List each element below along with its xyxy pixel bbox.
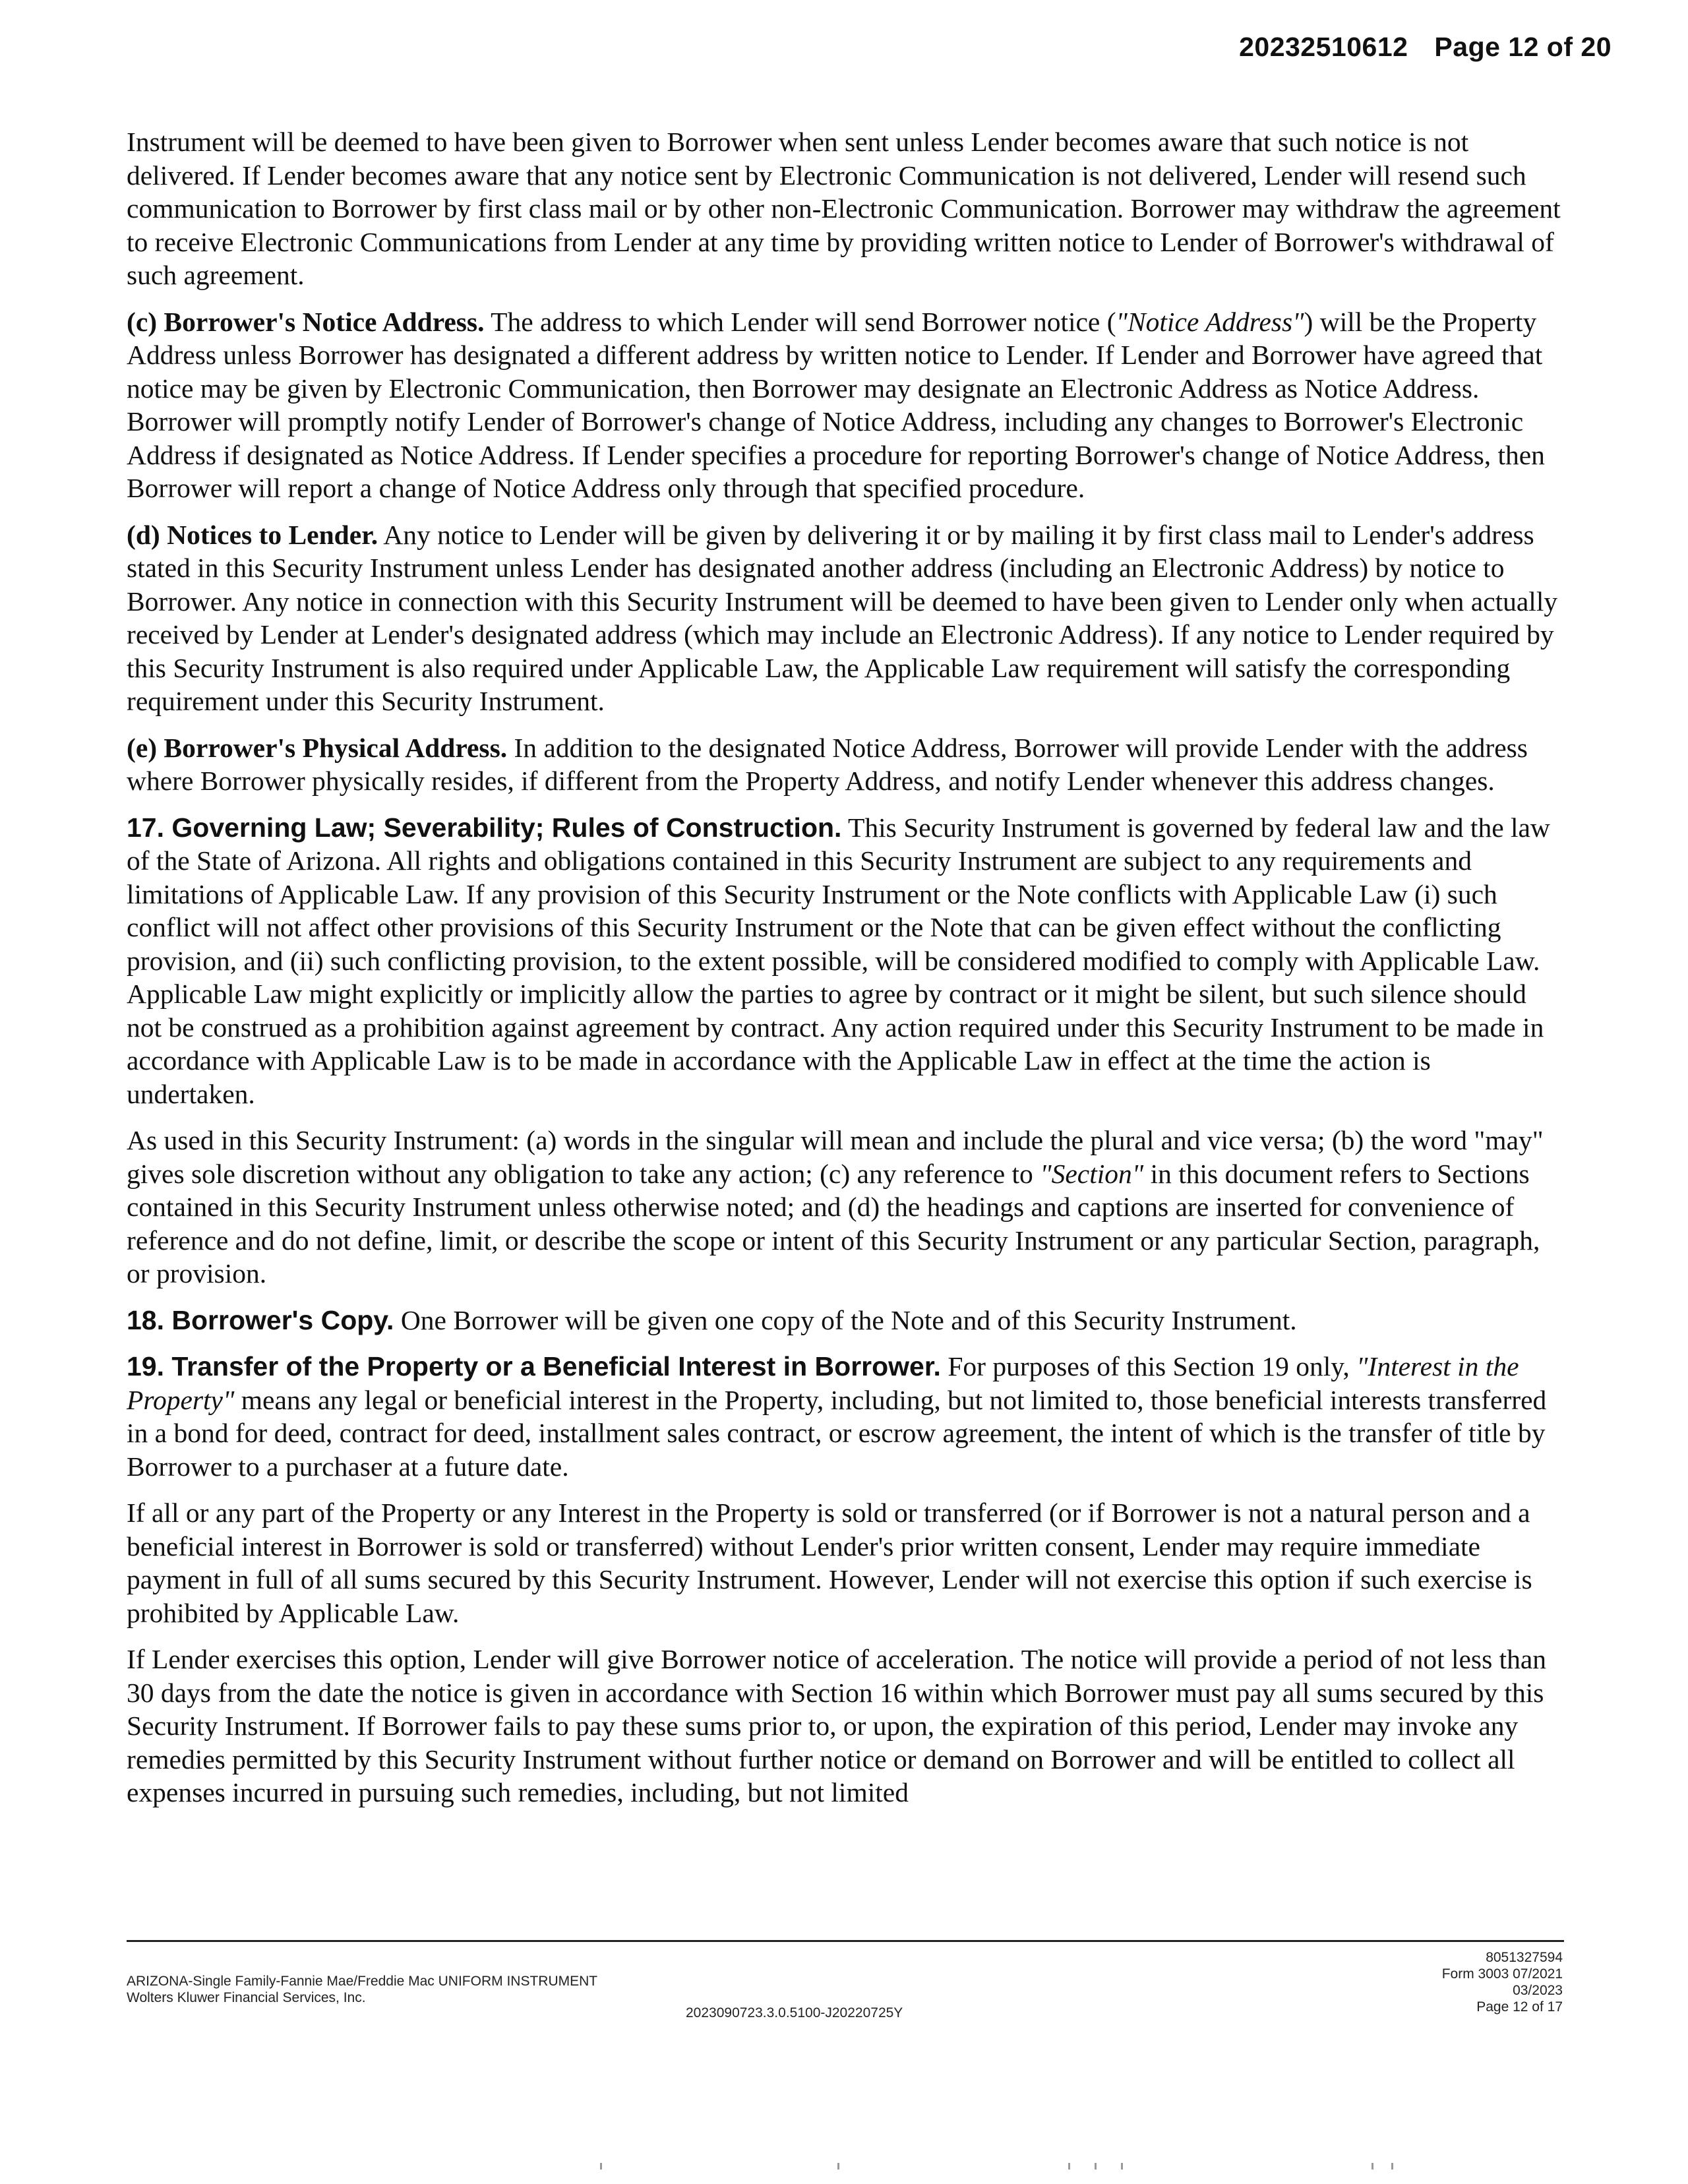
- section-17: 17. Governing Law; Severability; Rules of Construction. This Security Instrument is governed by federal law and the law of the State of Arizona. All rights and obligations contained in this Security Instrument are subject to any requirements and limitations of Applicable Law. If any provision of this Security Instrument or the Note conflicts with Applicable Law (i) such conflict will not affect other provisions of this Security Instrument or the Note that can be given effect without the conflicting provision, and (ii) such conflicting provision, to the extent possible, will be considered modified to comply with Applicable Law. Applicable Law might explicitly or implicitly allow the parties to agree by contract or it might be silent, but such silence should not be construed as a prohibition against agreement by contract. Any action required under this Security Instrument to be made in accordance with Applicable Law is to be made in accordance with the Applicable Law in effect at the time the action is undertaken.: [127, 812, 1550, 1109]
- footer-form-meta: [1442, 1949, 1563, 2015]
- recording-header: [1239, 32, 1612, 63]
- defined-term: "Interest in the Property": [127, 1351, 1519, 1415]
- footer-doc-code: 2023090723.3.0.5100-J20220725Y: [686, 2005, 903, 2020]
- recording-number: 20232510612: [1239, 32, 1408, 62]
- footer-loan-number: 8051327594: [1486, 1950, 1563, 1965]
- scan-mark: [1068, 2163, 1070, 2169]
- footer-form-number: Form 3003 07/2021: [1441, 1966, 1563, 1982]
- scan-mark: [837, 2163, 839, 2169]
- recording-page-label: Page 12 of 20: [1434, 32, 1612, 62]
- section-heading: 18. Borrower's Copy.: [127, 1304, 394, 1335]
- section-heading: 19. Transfer of the Property or a Beneficial Interest in Borrower.: [127, 1351, 941, 1381]
- scan-mark: [1095, 2163, 1097, 2169]
- footer-form-info: [127, 1973, 597, 2006]
- document-body: [127, 125, 1564, 1823]
- section-heading: 17. Governing Law; Severability; Rules of Construction.: [127, 812, 842, 843]
- scan-mark: [1121, 2163, 1123, 2169]
- footer-page-of: Page 12 of 17: [1476, 1999, 1563, 2015]
- scan-mark: [1372, 2163, 1373, 2169]
- paragraph-physical-address: (e) Borrower's Physical Address. In addition to the designated Notice Address, Borrower will provide Lender with the address where Borrower physically resides, if different from the Property Address, and notify Lender whenever this address changes.: [127, 732, 1528, 796]
- section-17-rules: As used in this Security Instrument: (a) words in the singular will mean and include the plural and vice versa; (b) the word "may" gives sole discretion without any obligation to take any action; (c) any reference to "Section" in this document refers to Sections contained in this Security Instrument unless otherwise noted; and (d) the headings and captions are inserted for convenience of reference and do not define, limit, or describe the scope or intent of this Security Instrument or any particular Section, paragraph, or provision.: [127, 1125, 1544, 1289]
- footer-divider: [127, 1940, 1564, 1942]
- scan-mark: [600, 2163, 602, 2169]
- footer-publisher: Wolters Kluwer Financial Services, Inc.: [127, 1990, 366, 2005]
- section-19-acceleration: If Lender exercises this option, Lender will give Borrower notice of acceleration. The notice will provide a period of not less than 30 days from the date the notice is given in accordance with Section 16 within which Borrower must pay all sums secured by this Security Instrument. If Borrower fails to pay these sums prior to, or upon, the expiration of this period, Lender may invoke any remedies permitted by this Security Instrument without further notice or demand on Borrower and will be entitled to collect all expenses incurred in pursuing such remedies, including, but not limited: [127, 1644, 1547, 1807]
- subsection-heading: (d) Notices to Lender.: [127, 519, 378, 550]
- subsection-heading: (c) Borrower's Notice Address.: [127, 306, 485, 337]
- scan-edge-marks: [0, 2163, 1688, 2176]
- section-19-transfer: If all or any part of the Property or any Interest in the Property is sold or transferred (or if Borrower is not a natural person and a beneficial interest in Borrower is sold or transferred) without Lender's prior written consent, Lender may require immediate payment in full of all sums secured by this Security Instrument. However, Lender will not exercise this option if such exercise is prohibited by Applicable Law.: [127, 1498, 1532, 1628]
- section-18: 18. Borrower's Copy. One Borrower will be given one copy of the Note and of this Security Instrument.: [127, 1304, 1297, 1335]
- section-19: 19. Transfer of the Property or a Beneficial Interest in Borrower. For purposes of this Section 19 only, "Interest in the Property" means any legal or beneficial interest in the Property, including, but not limited to, those beneficial interests transferred in a bond for deed, contract for deed, installment sales contract, or escrow agreement, the intent of which is the transfer of title by Borrower to a purchaser at a future date.: [127, 1351, 1547, 1482]
- subsection-heading: (e) Borrower's Physical Address.: [127, 732, 508, 763]
- paragraph-continuation: Instrument will be deemed to have been given to Borrower when sent unless Lender becomes aware that such notice is not delivered. If Lender becomes aware that any notice sent by Electronic Communication is not delivered, Lender will resend such communication to Borrower by first class mail or by other non-Electronic Communication. Borrower may withdraw the agreement to receive Electronic Communications from Lender at any time by providing written notice to Lender of Borrower's withdrawal of such agreement.: [127, 127, 1561, 290]
- paragraph-notices-to-lender: (d) Notices to Lender. Any notice to Lender will be given by delivering it or by mailing it by first class mail to Lender's address stated in this Security Instrument unless Lender has designated another address (including an Electronic Address) by notice to Borrower. Any notice in connection with this Security Instrument will be deemed to have been given to Lender only when actually received by Lender at Lender's designated address (which may include an Electronic Address). If any notice to Lender required by this Security Instrument is also required under Applicable Law, the Applicable Law requirement will satisfy the corresponding requirement under this Security Instrument.: [127, 519, 1558, 716]
- scan-mark: [1391, 2163, 1393, 2169]
- defined-term: "Notice Address": [1116, 306, 1304, 337]
- paragraph-notice-address: (c) Borrower's Notice Address. The address to which Lender will send Borrower notice ("Notice Address") will be the Property Address unless Borrower has designated a different address by written notice to Lender. If Lender and Borrower have agreed that notice may be given by Electronic Communication, then Borrower may designate an Electronic Address as Notice Address. Borrower will promptly notify Lender of Borrower's change of Notice Address, including any changes to Borrower's Electronic Address if designated as Notice Address. If Lender specifies a procedure for reporting Borrower's change of Notice Address, then Borrower will report a change of Notice Address only through that specified procedure.: [127, 306, 1545, 503]
- footer-form-title: ARIZONA-Single Family-Fannie Mae/Freddie Mac UNIFORM INSTRUMENT: [127, 1974, 598, 1989]
- footer-revision: 03/2023: [1513, 1983, 1563, 1998]
- defined-term: "Section": [1040, 1158, 1144, 1189]
